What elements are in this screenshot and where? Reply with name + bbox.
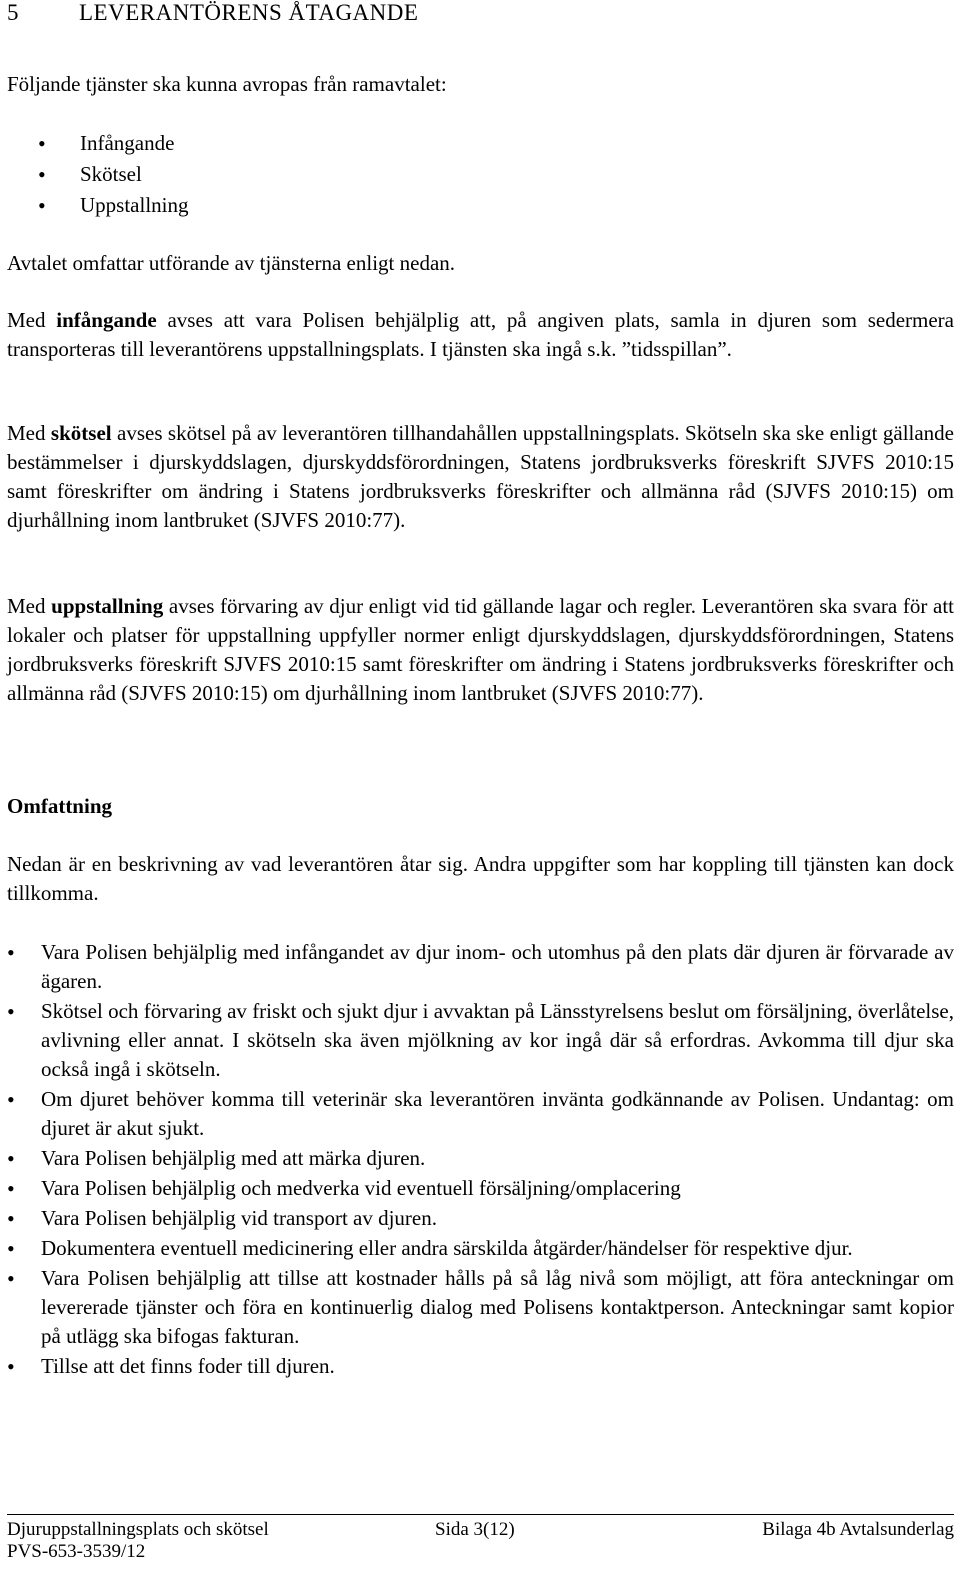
scope-paragraph: Avtalet omfattar utförande av tjänsterna enligt nedan. [7, 251, 456, 275]
list-item: • Uppstallning [0, 190, 947, 221]
section-title: LEVERANTÖRENS ÅTAGANDE [79, 0, 419, 25]
footer-left: Djuruppstallningsplats och skötsel [7, 1519, 269, 1540]
text-run: avses skötsel på av leverantören tillhandahållen uppstallningsplats. Skötseln ska ske enligt gällande bestämmelser i djurskyddslagen, djurskyddsförordningen, Statens jordbruksverks föreskrift SJVFS 2010:15 samt föreskrifter om ändring i Statens jordbruksverks föreskrifter och allmänna råd (SJVFS 2010:15) om djurhållning inom lantbruket (SJVFS 2010:77). [7, 421, 955, 532]
omfattning-list [7, 938, 954, 1382]
text-run: Med [7, 308, 57, 332]
footer-right: Bilaga 4b Avtalsunderlag [762, 1519, 954, 1540]
omfattning-heading: Omfattning [7, 794, 112, 818]
page-footer [7, 1519, 954, 1563]
list-item: • Skötsel och förvaring av friskt och sjukt djur i avvaktan på Länsstyrelsens beslut om försäljning, överlåtelse, avlivning eller annat. I skötseln ska även mjölkning av kor ingå där så erfordras. Avkomma till djur ska också ingå i skötseln. [7, 997, 954, 1084]
text-run: Med [7, 594, 52, 618]
text-run: avses att vara Polisen behjälplig att, på angiven plats, samla in djuren som sedermera transporteras till leverantörens uppstallningsplats. I tjänsten ska ingå s.k. ”tidsspillan”. [7, 308, 954, 361]
uppstallning-paragraph [7, 592, 954, 708]
list-item: • Skötsel [0, 159, 947, 190]
term-uppstallning: uppstallning [51, 594, 164, 618]
list-item: • Om djuret behöver komma till veterinär ska leverantören invänta godkännande av Polisen. Undantag: om djuret är akut sjukt. [7, 1085, 954, 1143]
term-skotsel: skötsel [50, 421, 112, 445]
text-run: Med [7, 421, 51, 445]
text-run: avses förvaring av djur enligt vid tid gällande lagar och regler. Leverantören ska svara för att lokaler och platser för uppstallning uppfyller normer enligt djurskyddslagen, djurskyddsförordningen, Statens jordbruksverks föreskrift SJVFS 2010:15 samt föreskrifter om ändring i Statens jordbruksverks föreskrifter och allmänna råd (SJVFS 2010:15) om djurhållning inom lantbruket (SJVFS 2010:77). [7, 594, 954, 705]
infangande-paragraph [7, 306, 954, 364]
list-item: • Vara Polisen behjälplig med infångandet av djur inom- och utomhus på den plats där djuren är förvarade av ägaren. [7, 938, 954, 996]
footer-rule [7, 1514, 954, 1515]
footer-reference: PVS-653-3539/12 [7, 1541, 146, 1562]
intro-paragraph: Följande tjänster ska kunna avropas från ramavtalet: [7, 72, 447, 96]
footer-page-number: Sida 3(12) [435, 1519, 515, 1540]
section-number: 5 [7, 0, 19, 25]
list-item: • Vara Polisen behjälplig att tillse att kostnader hålls på så låg nivå som möjligt, att föra anteckningar om levererade tjänster och föra en kontinuerlig dialog med Polisens kontaktperson. Anteckningar samt kopior på utlägg ska bifogas fakturan. [7, 1264, 954, 1351]
list-item: • Vara Polisen behjälplig vid transport av djuren. [7, 1204, 954, 1233]
skotsel-paragraph [7, 419, 954, 535]
section-heading [7, 0, 418, 26]
omfattning-paragraph: Nedan är en beskrivning av vad leverantören åtar sig. Andra uppgifter som har koppling till tjänsten kan dock tillkomma. [7, 852, 954, 905]
list-item: • Dokumentera eventuell medicinering eller andra särskilda åtgärder/händelser för respektive djur. [7, 1234, 954, 1263]
list-item: • Infångande [0, 128, 947, 159]
list-item: • Vara Polisen behjälplig med att märka djuren. [7, 1144, 954, 1173]
list-item: • Tillse att det finns foder till djuren. [7, 1352, 954, 1381]
term-infangande: infångande [56, 308, 157, 332]
services-list [0, 128, 947, 221]
list-item: • Vara Polisen behjälplig och medverka vid eventuell försäljning/omplacering [7, 1174, 954, 1203]
